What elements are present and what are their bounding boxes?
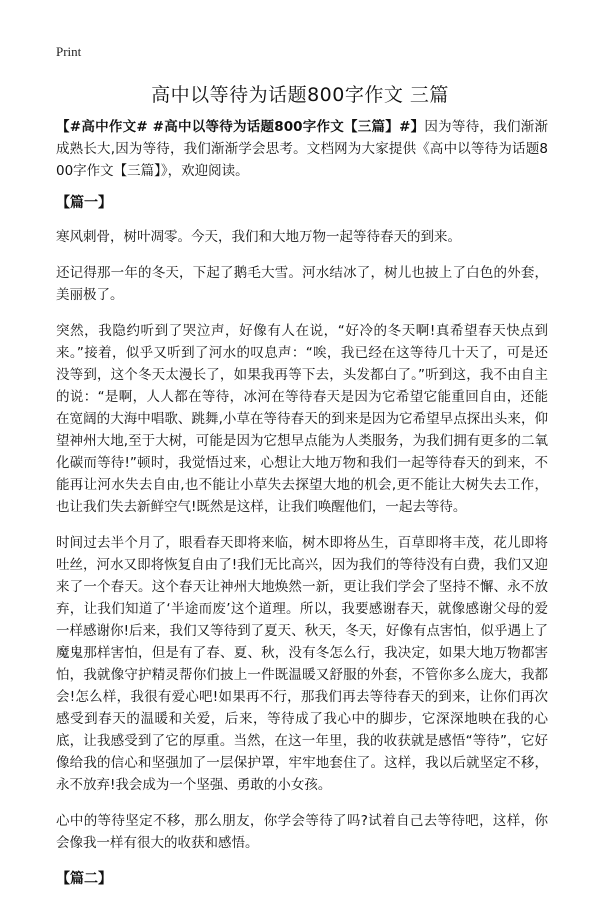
intro-tag: 【#高中作文# #高中以等待为话题800字作文【三篇】#】 — [56, 119, 425, 135]
article-body — [56, 116, 548, 902]
paragraph-2: 还记得那一年的冬天，下起了鹅毛大雪。河水结冰了，树儿也披上了白色的外套，美丽极了。 — [56, 265, 548, 303]
page-title: 高中以等待为话题800字作文 三篇 — [151, 84, 449, 106]
section-heading-2: 【篇二】 — [56, 871, 112, 887]
paragraph-4: 时间过去半个月了，眼看春天即将来临，树木即将丛生，百草即将丰茂，花儿即将吐丝，河水又即将恢复自由了!我们无比高兴，因为我们的等待没有白费，我们又迎来了一个春天。这个春天让神州大地焕然一新，更让我们学会了坚持不懈、永不放弃，让我们知道了‘半途而废’这个道理。所以，我要感谢春天，就像感谢父母的爱一样感谢你!后来，我们又等待到了夏天、秋天，冬天，好像有点害怕，似乎遇上了魔鬼那样害怕，但是有了春、夏、秋，没有冬怎么行，我决定，如果大地万物都害怕，我就像守护精灵帮你们披上一件既温暖又舒服的外套，不管你多么庞大，我都会!怎么样，我很有爱心吧!如果再不行，那我们再去等待春天的到来，让你们再次感受到春天的温暖和关爱，后来，等待成了我心中的脚步，它深深地映在我的心底，让我感受到了它的厚重。当然，在这一年里，我的收获就是感悟“等待”，它好像给我的信心和坚强加了一层保护罩，牢牢地套住了。这样，我以后就坚定不移，永不放弃!我会成为一个坚强、勇敢的小女孩。 — [56, 535, 548, 793]
intro-paragraph — [56, 116, 548, 182]
paragraph-1: 寒风刺骨，树叶凋零。今天，我们和大地万物一起等待春天的到来。 — [56, 229, 461, 245]
paragraph-3: 突然，我隐约听到了哭泣声，好像有人在说，“好冷的冬天啊!真希望春天快点到来。”接着，似乎又听到了河水的叹息声：“唉，我已经在这等待几十天了，可是还没等到，这个冬天太漫长了，如果我再等下去，头发都白了。”听到这，我不由自主的说：“是啊，人人都在等待，冰河在等待春天是因为它希望它能重回自由，还能在宽阔的大海中唱歌、跳舞,小草在等待春天的到来是因为它希望早点探出头来，仰望神州大地,至于大树，可能是因为它想早点能为人类服务，为我们拥有更多的二氧化碳而等待!”顿时，我觉悟过来，心想让大地万物和我们一起等待春天的到来，不能再让河水失去自由,也不能让小草失去探望大地的机会,更不能让大树失去工作，也让我们失去新鲜空气!既然是这样，让我们唤醒他们，一起去等待。 — [56, 323, 548, 515]
paragraph-5: 心中的等待坚定不移，那么朋友，你学会等待了吗?试着自己去等待吧，这样，你会像我一样有很大的收获和感悟。 — [56, 813, 548, 851]
print-link[interactable]: Print — [56, 44, 82, 59]
section-heading-1: 【篇一】 — [56, 195, 112, 211]
intro-text: 因为等待，我们渐渐成熟长大,因为等待，我们渐渐学会思考。文档网为大家提供《高中以等待为话题800字作文【三篇】》，欢迎阅读。 — [56, 119, 548, 179]
